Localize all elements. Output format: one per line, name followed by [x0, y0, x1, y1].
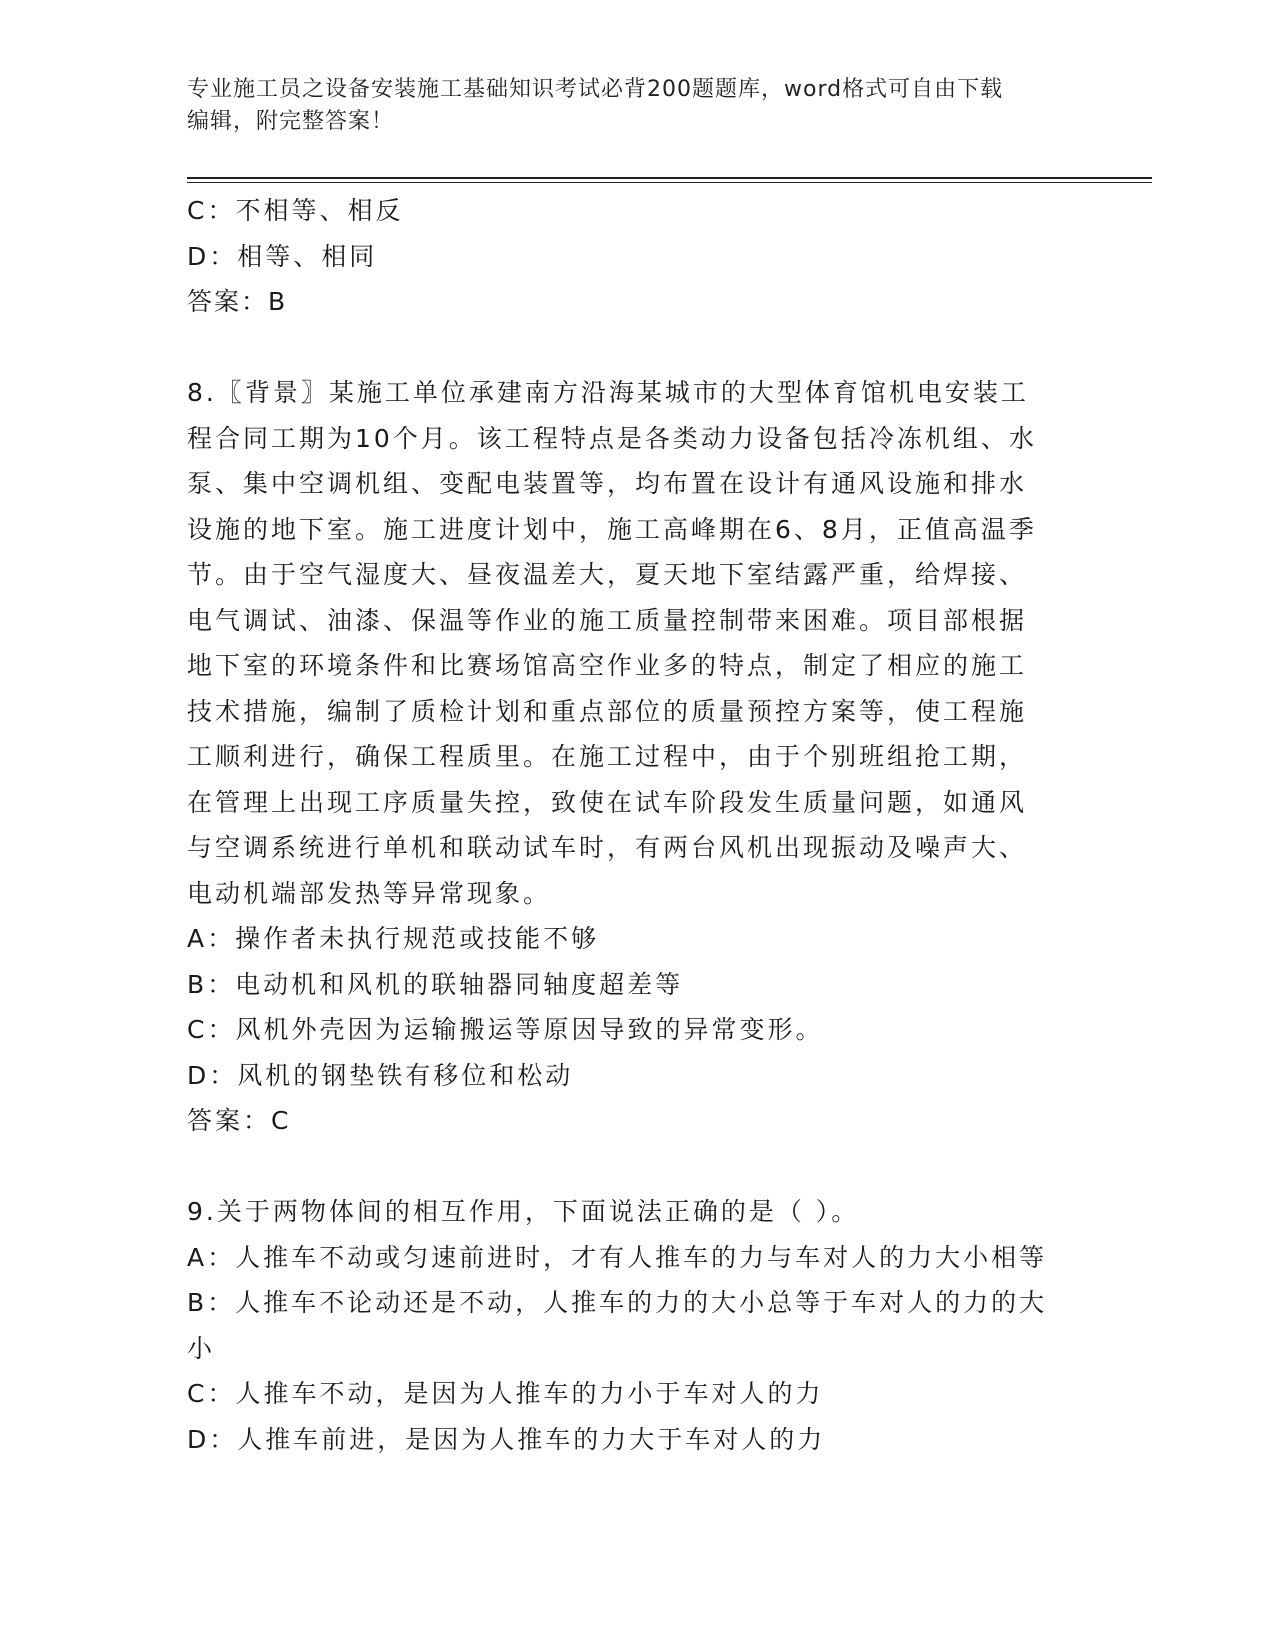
q8-option-a: A：操作者未执行规范或技能不够 [187, 924, 600, 953]
q8-stem-line: 地下室的环境条件和比赛场馆高空作业多的特点，制定了相应的施工 [187, 651, 1028, 680]
q8-stem-line: 泵、集中空调机组、变配电装置等，均布置在设计有通风设施和排水 [187, 469, 1028, 498]
q7-answer: 答案：B [187, 287, 288, 316]
q8-stem-line: 技术措施，编制了质检计划和重点部位的质量预控方案等，使工程施 [187, 696, 1028, 726]
header-title-line-2: 编辑，附完整答案！ [187, 109, 395, 134]
q8-stem-line: 与空调系统进行单机和联动试车时，有两台风机出现振动及噪声大、 [187, 833, 1028, 862]
q8-stem-line: 8.〖背景〗某施工单位承建南方沿海某城市的大型体育馆机电安装工 [187, 378, 1029, 407]
question-7 [187, 188, 1077, 325]
q9-option-a: A：人推车不动或匀速前进时，才有人推车的力与车对人的力大小相等 [187, 1242, 1048, 1272]
header-divider-thick [187, 177, 1152, 179]
q8-option-c: C：风机外壳因为运输搬运等原因导致的异常变形。 [187, 1015, 824, 1044]
spacer [187, 1144, 1077, 1190]
q7-option-d: D：相等、相同 [187, 241, 378, 271]
q9-option-b-line-1: B：人推车不论动还是不动，人推车的力的大小总等于车对人的力的大 [187, 1288, 1048, 1317]
q8-option-b: B：电动机和风机的联轴器同轴度超差等 [187, 969, 684, 999]
q7-option-c: C：不相等、相反 [187, 196, 404, 225]
document-body [187, 188, 1077, 1462]
question-8 [187, 370, 1077, 1144]
q8-answer: 答案：C [187, 1106, 292, 1135]
q8-option-d: D：风机的钢垫铁有移位和松动 [187, 1060, 574, 1090]
q9-option-c: C：人推车不动，是因为人推车的力小于车对人的力 [187, 1379, 824, 1408]
q9-option-d: D：人推车前进，是因为人推车的力大于车对人的力 [187, 1424, 826, 1454]
page-header [187, 74, 1067, 138]
spacer [187, 325, 1077, 371]
q8-stem-line: 电动机端部发热等异常现象。 [187, 878, 552, 908]
q8-stem-line: 程合同工期为10个月。该工程特点是各类动力设备包括冷冻机组、水 [187, 423, 1037, 453]
header-title-line-1: 专业施工员之设备安装施工基础知识考试必背200题题库，word格式可自由下载 [187, 77, 1004, 102]
header-divider-thin [187, 182, 1152, 183]
question-9 [187, 1189, 1077, 1462]
q8-stem-line: 在管理上出现工序质量失控，致使在试车阶段发生质量问题，如通风 [187, 787, 1028, 817]
q9-stem: 9.关于两物体间的相互作用，下面说法正确的是（ ）。 [187, 1197, 860, 1226]
q8-stem-line: 电气调试、油漆、保温等作业的施工质量控制带来困难。项目部根据 [187, 605, 1028, 635]
q9-option-b-line-2: 小 [187, 1333, 216, 1363]
q8-stem-line: 工顺利进行，确保工程质里。在施工过程中，由于个别班组抢工期， [187, 742, 1028, 771]
q8-stem-line: 设施的地下室。施工进度计划中，施工高峰期在6、8月，正值高温季 [187, 514, 1037, 544]
q8-stem-line: 节。由于空气湿度大、昼夜温差大，夏天地下室结露严重，给焊接、 [187, 560, 1028, 589]
